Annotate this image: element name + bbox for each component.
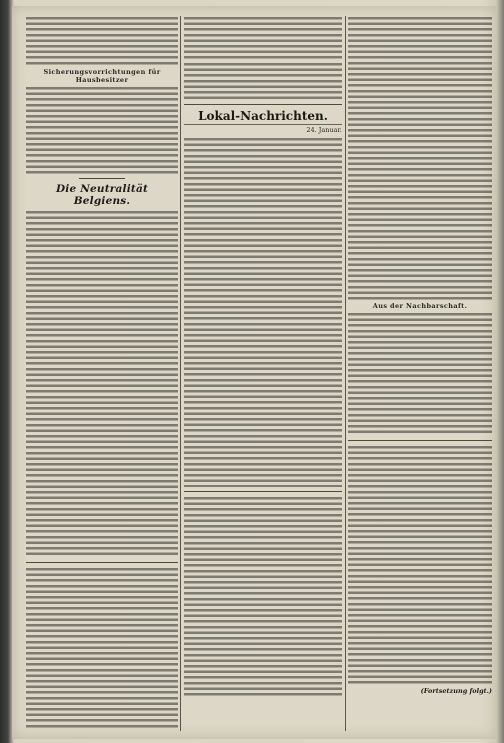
text-block (184, 16, 342, 60)
divider (26, 562, 178, 563)
column-rule (345, 16, 346, 731)
lokal-heading: Lokal-Nachrichten. (184, 109, 342, 125)
divider (348, 440, 492, 441)
text-block (26, 86, 178, 174)
continued-note: (Fortsetzung folgt.) (420, 687, 492, 695)
text-block (26, 16, 178, 66)
text-block (348, 445, 492, 685)
section-heading: Die Neutralität Belgiens. (55, 183, 148, 207)
newspaper-page (12, 6, 496, 739)
column-middle (184, 16, 342, 729)
text-block (348, 16, 492, 300)
column-right (348, 16, 492, 729)
divider (184, 491, 342, 492)
text-block (184, 137, 342, 487)
section-title: Aus der Nachbarschaft. (372, 302, 468, 310)
column-left (26, 16, 178, 729)
divider (184, 104, 342, 105)
text-block (348, 312, 492, 436)
text-block (26, 567, 178, 729)
text-block (26, 210, 178, 558)
divider (79, 178, 125, 179)
text-block (184, 62, 342, 100)
section-title: Sicherungsvorrichtungen für Hausbesitzer (43, 68, 161, 84)
column-rule (180, 16, 181, 731)
text-block (184, 496, 342, 696)
date-line: 24. Januar. (306, 126, 342, 134)
